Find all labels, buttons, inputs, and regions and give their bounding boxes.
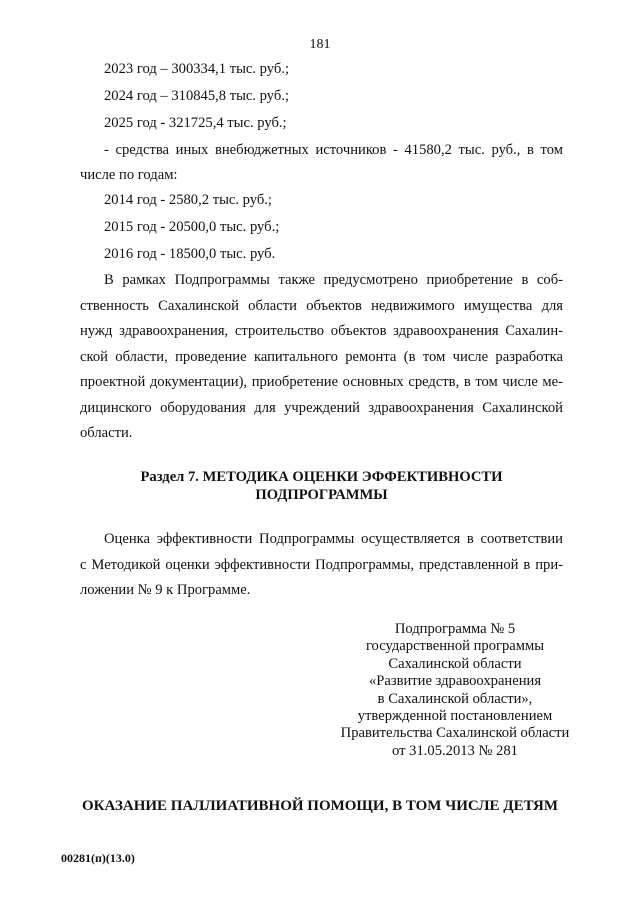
approval-line: Сахалинской области <box>388 655 522 672</box>
approval-line: утвержденной постановлением <box>357 708 553 725</box>
approval-line: государственной программы <box>365 638 545 655</box>
approval-block <box>310 621 600 760</box>
approval-line: в Сахалинской области», <box>377 690 533 707</box>
other-year-2016: 2016 год - 18500,0 тыс. руб. <box>104 246 276 262</box>
paragraph-line-2: ственность Сахалинской области объектов недвижимого имущества для <box>80 298 563 314</box>
page-number: 181 <box>309 37 331 52</box>
section-7-text-line3: ложении № 9 к Программе. <box>80 582 251 598</box>
approval-line: Правительства Сахалинской области <box>340 725 570 742</box>
approval-line: «Развитие здравоохранения <box>368 673 542 690</box>
paragraph-line-4: ской области, проведение капитального ремонта (в том числе разработка <box>80 349 563 365</box>
paragraph-line-7: области. <box>80 425 133 441</box>
paragraph-line-1: В рамках Подпрограммы также предусмотрено приобретение в соб- <box>104 272 563 288</box>
budget-year-2025: 2025 год - 321725,4 тыс. руб.; <box>104 115 287 131</box>
section-7-text-line1: Оценка эффективности Подпрограммы осуществляется в соответствии <box>104 531 563 547</box>
footer-code: 00281(п)(13.0) <box>61 851 135 865</box>
budget-year-2024: 2024 год – 310845,8 тыс. руб.; <box>104 88 290 104</box>
other-sources-line2: числе по годам: <box>80 167 178 183</box>
paragraph-line-6: дицинского оборудования для учреждений здравоохранения Сахалинской <box>80 400 563 416</box>
approval-line: Подпрограмма № 5 <box>394 621 516 637</box>
other-year-2014: 2014 год - 2580,2 тыс. руб.; <box>104 192 272 208</box>
approval-line: от 31.05.2013 № 281 <box>392 742 518 759</box>
other-sources-line1: - средства иных внебюджетных источников - 41580,2 тыс. руб., в том <box>104 142 563 158</box>
other-year-2015: 2015 год - 20500,0 тыс. руб.; <box>104 219 280 235</box>
paragraph-line-3: нужд здравоохранения, строительство объектов здравоохранения Сахалин- <box>80 323 563 339</box>
budget-year-2023: 2023 год – 300334,1 тыс. руб.; <box>104 61 290 77</box>
section-7-text-line2: с Методикой оценки эффективности Подпрограммы, представленной в при- <box>80 557 563 573</box>
section-7-heading-line1: Раздел 7. МЕТОДИКА ОЦЕНКИ ЭФФЕКТИВНОСТИ <box>140 469 503 485</box>
subprogram-title: ОКАЗАНИЕ ПАЛЛИАТИВНОЙ ПОМОЩИ, В ТОМ ЧИСЛЕ ДЕТЯМ <box>81 798 559 814</box>
section-7-heading-line2: ПОДПРОГРАММЫ <box>255 487 388 503</box>
paragraph-line-5: проектной документации), приобретение основных средств, в том числе ме- <box>80 374 563 390</box>
